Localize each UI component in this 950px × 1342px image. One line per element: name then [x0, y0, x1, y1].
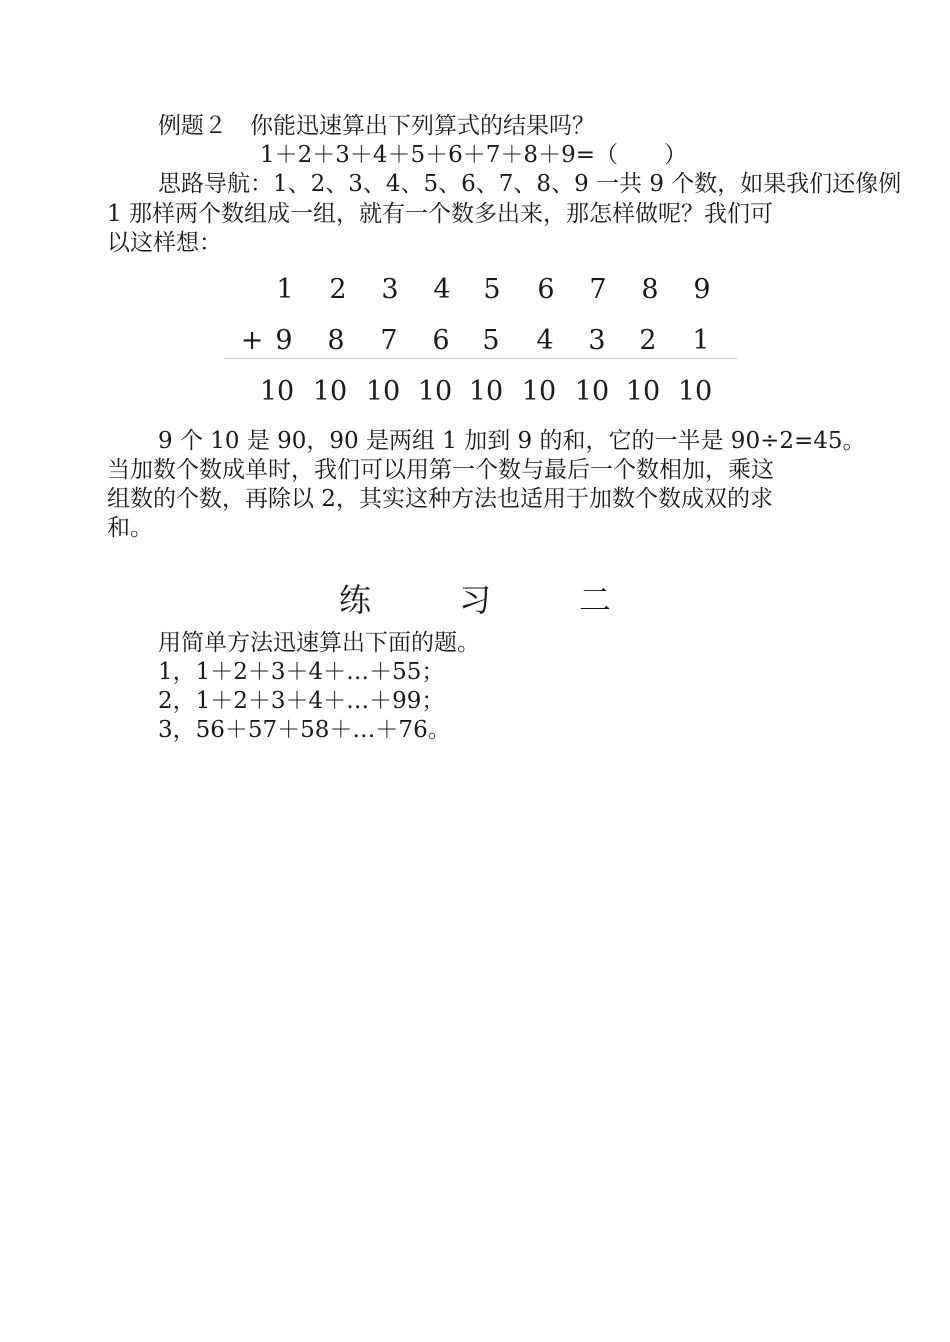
row1-digit: 2: [329, 274, 347, 305]
row2-digit: 8: [327, 325, 345, 356]
row2-digit: 7: [380, 325, 398, 356]
example-heading: 例题２ 你能迅速算出下列算式的结果吗？: [158, 113, 595, 139]
sum-value: 10: [417, 376, 453, 407]
sum-rule: [224, 358, 737, 359]
row1-digit: 8: [641, 274, 659, 305]
hint-line-1: 思路导航：1、2、3、4、5、6、7、8、9 一共 9 个数，如果我们还像例: [158, 171, 902, 197]
hint-line-3: 以这样想：: [107, 230, 222, 256]
exercise-instruction: 用简单方法迅速算出下面的题。: [158, 630, 480, 656]
explanation-line-1: 9 个 10 是 90，90 是两组 1 加到 9 的和，它的一半是 90÷2=45。: [158, 428, 866, 454]
addition-row-2: [0, 324, 950, 358]
explanation-line-4: 和。: [107, 515, 153, 541]
sum-value: 10: [677, 376, 713, 407]
example-equation: 1＋2＋3＋4＋5＋6＋7＋8＋9=（ ）: [260, 142, 687, 168]
sum-value: 10: [625, 376, 661, 407]
sum-value: 10: [468, 376, 504, 407]
row2-digit: 3: [588, 325, 606, 356]
row1-digit: 6: [537, 274, 555, 305]
row1-digit: 4: [433, 274, 451, 305]
exercise-item-1: 1，1＋2＋3＋4＋…＋55；: [158, 659, 445, 685]
row2-digit: 6: [432, 325, 450, 356]
row1-digit: 1: [276, 274, 294, 305]
exercise-item-3: 3，56＋57＋58＋…＋76。: [158, 717, 451, 743]
addition-sums: [0, 375, 950, 409]
exercise-item-2: 2，1＋2＋3＋4＋…＋99；: [158, 688, 445, 714]
explanation-line-2: 当加数个数成单时，我们可以用第一个数与最后一个数相加，乘这: [107, 457, 774, 483]
sum-value: 10: [365, 376, 401, 407]
row1-digit: 5: [483, 274, 501, 305]
row2-digit: 2: [639, 325, 657, 356]
row1-digit: 9: [693, 274, 711, 305]
row1-digit: 7: [589, 274, 607, 305]
exercise-title: 练 习 二: [338, 581, 639, 619]
row2-digit: 1: [692, 325, 710, 356]
sum-value: 10: [312, 376, 348, 407]
hint-line-2: 1 那样两个数组成一组，就有一个数多出来，那怎样做呢？我们可: [107, 201, 773, 227]
row2-digit: 9: [275, 325, 293, 356]
row2-digit: 4: [536, 325, 554, 356]
row2-digit: 5: [482, 325, 500, 356]
row1-digit: 3: [381, 274, 399, 305]
explanation-line-3: 组数的个数，再除以 2，其实这种方法也适用于加数个数成双的求: [107, 486, 773, 512]
sum-value: 10: [259, 376, 295, 407]
plus-sign: +: [240, 325, 264, 356]
sum-value: 10: [574, 376, 610, 407]
addition-row-1: [0, 273, 950, 307]
sum-value: 10: [521, 376, 557, 407]
